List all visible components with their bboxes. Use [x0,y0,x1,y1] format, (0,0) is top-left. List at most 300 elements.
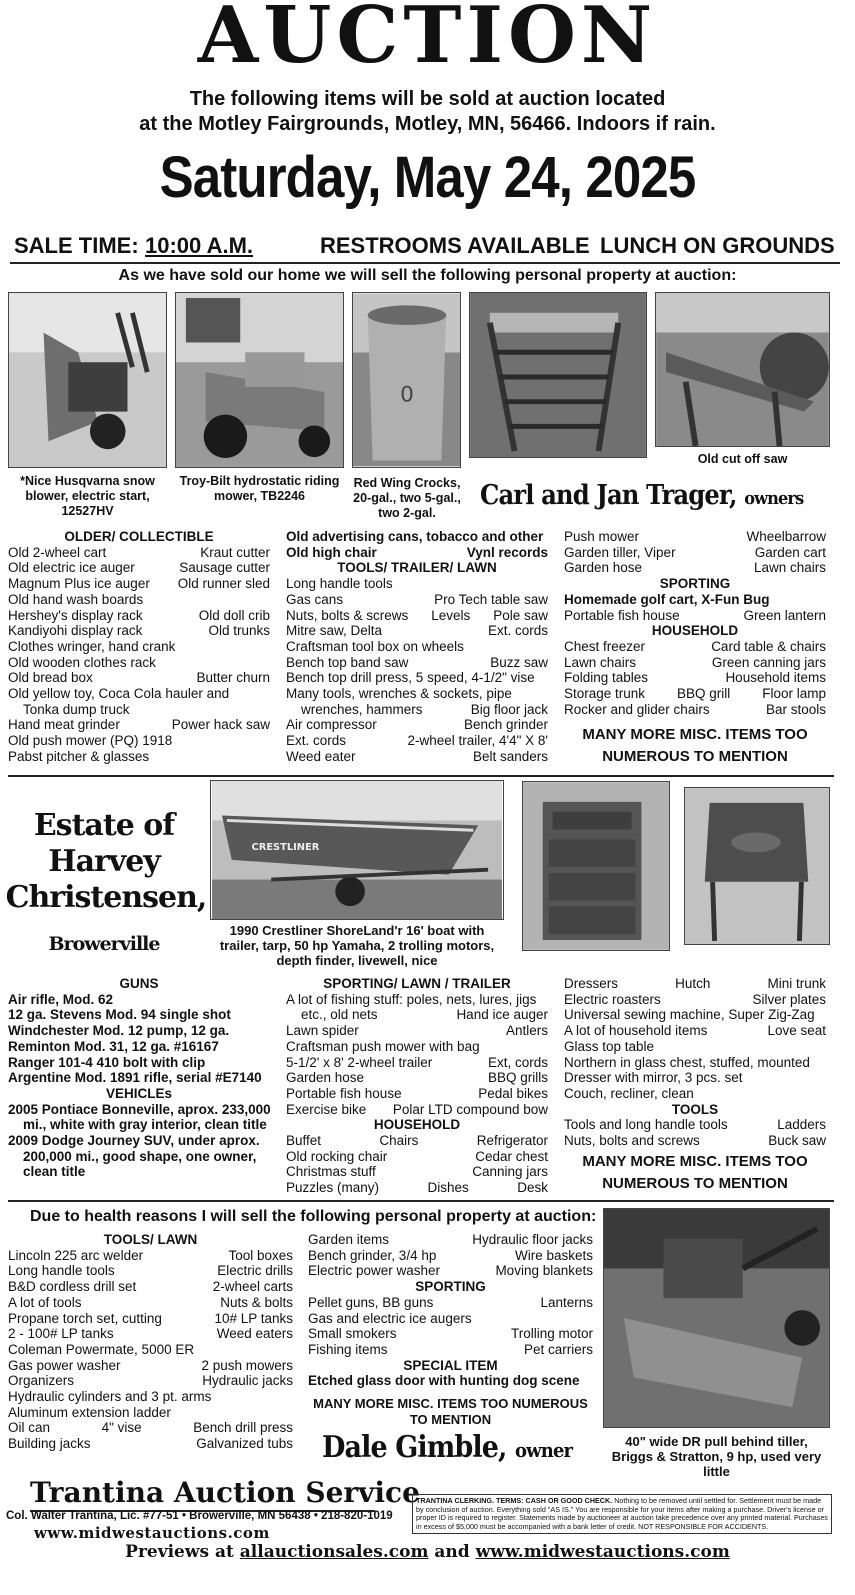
list-item [8,1311,293,1327]
list-heading: OLDER/ COLLECTIBLE [64,529,214,544]
estate-city: Browerville [48,933,160,955]
riding-mower-caption: Troy-Bilt hydrostatic riding mower, TB2246 [179,474,340,503]
list-item-text: Etched glass door with hunting dog scene [308,1373,580,1389]
list-item-text: 4" vise [101,1420,142,1436]
list-item-text: Buffet [286,1133,322,1149]
list-item-text: Magnum Plus ice auger [8,576,150,592]
list-item-text: Levels [431,607,471,623]
list-item-text: Power hack saw [171,717,270,733]
list-item [286,717,548,733]
list-item [8,608,270,624]
list-item-text: Electric roasters [564,991,661,1007]
list-item-text: Dresser with mirror, 3 pcs. set [564,1070,743,1086]
list-item-text: Weed eater [286,748,356,764]
list-item-text: A lot of household items [564,1023,708,1039]
list-item [8,1420,293,1436]
list-item [8,749,270,765]
section3-more-items: MANY MORE MISC. ITEMS TOO NUMEROUS TO MENTION [313,1396,588,1427]
estate-line-2: Harvey [48,844,160,879]
list-item-text: Push mower [564,529,640,544]
list-item-text: Homemade golf cart, X-Fun Bug [564,591,770,607]
boat-brand-text: CRESTLINER [251,842,320,853]
list-item-text: Moving blankets [495,1263,593,1279]
list-item-text: Tonka dump truck [23,701,130,717]
list-item-text: Bench drill press [193,1420,293,1436]
list-item-text: Hershey's display rack [8,607,143,623]
list-heading: TOOLS [671,1101,719,1117]
terms-heading: TRANTINA CLERKING. TERMS: CASH OR GOOD CHECK. [416,1496,613,1505]
list-item [8,1039,270,1055]
list-item-text: Dressers [564,976,619,991]
list-item-text: 10# LP tanks [214,1310,293,1326]
list-item-text: clean title [23,1164,86,1180]
list-item-text: Pedal bikes [478,1085,548,1101]
list-item-text: Galvanized tubs [196,1436,293,1452]
list-item-text: Old runner sled [177,576,270,592]
list-item-text: Nuts & bolts [220,1294,293,1310]
list-heading: HOUSEHOLD [373,1117,461,1133]
boat-photo [210,780,504,920]
list-item-text: Ext. cords [286,733,347,749]
list-item [8,717,270,733]
list-item-text: Tool boxes [228,1247,293,1263]
list-item-text: Card table & chairs [711,638,826,654]
list-item-text: etc., old nets [301,1007,378,1023]
list-item-text: 5-1/2' x 8' 2-wheel trailer [286,1054,433,1070]
list-item-text: Polar LTD compound bow [392,1101,548,1117]
list-item [308,1326,593,1342]
list-item [8,639,270,655]
list-item [8,576,270,592]
list-item-text: Pet carriers [523,1341,593,1357]
list-item-text: Clothes wringer, hand crank [8,638,176,654]
list-item-text: Mini trunk [767,976,826,991]
list-item-text: Gas cans [286,591,344,607]
list-item-text: BBQ grills [487,1070,548,1086]
list-item [564,992,826,1008]
list-item-text: Garden tiller, Viper [564,544,676,560]
list-item [8,592,270,608]
section-divider-1 [8,775,834,777]
sale-time-value: 10:00 A.M. [145,233,254,258]
list-item [286,592,548,608]
list-item-text: Old advertising cans, tobacco and other [286,529,544,544]
list-item [8,1326,293,1342]
list-item [8,545,270,561]
list-item-text: Building jacks [8,1436,91,1452]
list-item-text: Old trunks [208,623,270,639]
list-item [8,733,270,749]
list-item [286,1055,548,1071]
estate-line-1: Estate of [33,808,175,843]
list-item-text: Garden hose [286,1070,365,1086]
list-item-text: Hydraulic floor jacks [472,1232,593,1247]
list-item-text: Hand ice auger [456,1007,548,1023]
list-item [8,623,270,639]
cut-off-saw-photo [655,292,830,447]
list-item-text: 2005 Pontiace Bonneville, aprox. 233,000 [8,1101,271,1117]
list-item-text: Pabst pitcher & glasses [8,748,150,764]
section2-more-items: MANY MORE MISC. ITEMS TOO NUMEROUS TO MENTION [582,1153,808,1192]
list-item [8,1164,270,1180]
list-item-text: Coleman Powermate, 5000 ER [8,1341,195,1357]
list-item-text: Weed eaters [216,1326,293,1342]
list-item [286,1070,548,1086]
list-item [308,1263,593,1279]
list-item [8,992,270,1008]
list-item-text: Green lantern [743,607,826,623]
list-item [286,1149,548,1165]
list-item-text: Love seat [767,1023,826,1039]
tiller-photo [603,1208,830,1428]
list-item-text: Many tools, wrenches & sockets, pipe [286,686,512,702]
list-item-text: Small smokers [308,1326,397,1342]
list-item [286,733,548,749]
older-collectible-list [8,529,270,765]
list-heading: TOOLS/ LAWN [103,1232,198,1247]
list-item [564,702,826,718]
list-item-text: Bench top drill press, 5 speed, 4-1/2" vise [286,670,535,686]
auction-date: Saturday, May 24, 2025 [159,145,696,210]
list-item-text: Trolling motor [510,1326,593,1342]
list-item [564,592,826,608]
list-item-text: 2 - 100# LP tanks [8,1326,114,1342]
list-item-text: Lawn chairs [753,560,826,576]
list-item-text: Glass top table [564,1038,655,1054]
list-item [308,1295,593,1311]
list-item [286,545,548,561]
list-item [286,1007,548,1023]
list-heading: TOOLS/ TRAILER/ LAWN [337,560,497,576]
list-item-text: Long handle tools [8,1263,115,1279]
auctioneer-contact: Col. Walter Trantina, Lic. #77-51 • Browerville, MN 56438 • 218-820-1019 [6,1510,393,1522]
list-item [286,702,548,718]
previews-line: Previews at allauctionsales.com and www.midwestauctions.com [125,1542,730,1562]
list-item [286,608,548,624]
terms-body: Nothing to be removed until settled for. Settlement must be made by conclusion of auction. Everything sold "AS IS." You are responsible for your items after making a purchase. Driver's license or proper ID is required to register. Statements made by auctioneer at auction take precedence over any printed material. Purchases in excess of $5,000 must be accompanied with a bank letter of credit. NOT RESPONSIBLE FOR ACCIDENTS. [416,1496,828,1531]
list-item [564,560,826,576]
list-item-text: Wheelbarrow [746,529,826,544]
section3-sporting-list [308,1232,593,1389]
list-item-text: Old high chair [286,544,377,560]
list-item-text: Silver plates [752,991,826,1007]
section1-intro: As we have sold our home we will sell the following personal property at auction: [118,267,737,284]
sale-time-label: SALE TIME: [14,233,139,258]
list-item-text: Old rocking chair [286,1148,388,1164]
previews-link-2[interactable]: www.midwestauctions.com [475,1542,730,1562]
list-item-text: Hutch [675,976,711,991]
list-item-text: Sausage cutter [179,560,270,576]
list-item [286,1133,548,1149]
list-item [8,1405,293,1421]
list-item-text: Craftsman push mower with bag [286,1038,480,1054]
list-item [8,1133,270,1149]
list-item [286,749,548,765]
list-item-text: Fishing items [308,1341,388,1357]
list-item [8,1248,293,1264]
list-item [8,1055,270,1071]
list-item-text: Desk [517,1180,548,1196]
lunch-note: LUNCH ON GROUNDS [600,233,835,258]
svg-text:0: 0 [400,382,414,408]
list-item-text: Christmas stuff [286,1164,376,1180]
list-item [308,1342,593,1358]
list-item-text: Old hand wash boards [8,591,144,607]
crock-caption: Red Wing Crocks, 20-gal., two 5-gal., two 2-gal. [353,476,461,520]
list-item-text: Antlers [505,1023,548,1039]
desk-photo [684,787,830,945]
list-heading: GUNS [119,976,159,991]
list-item-text: Ext. cords [487,623,548,639]
list-item-text: Gas power washer [8,1357,121,1373]
list-item [8,655,270,671]
list-item [8,1263,293,1279]
list-item-text: Garden items [308,1232,390,1247]
list-item-text: Nuts, bolts and screws [564,1133,700,1149]
list-item-text: Chairs [379,1133,419,1149]
list-item-text: Chest freezer [564,638,646,654]
list-item [564,1070,826,1086]
list-item-text: Couch, recliner, clean [564,1085,694,1101]
list-item [286,529,548,545]
list-item-text: Northern in glass chest, stuffed, mounted [564,1054,810,1070]
list-item [308,1232,593,1248]
list-item-text: Oil can [8,1420,51,1436]
sale-info-row [10,230,840,264]
list-item-text: Buzz saw [490,654,548,670]
list-item-text: Long handle tools [286,576,393,592]
list-item-text: Bench grinder [463,717,548,733]
list-item-text: Lanterns [540,1294,593,1310]
list-item-text: Aluminum extension ladder [8,1404,171,1420]
list-item [286,1023,548,1039]
list-item-text: Dishes [427,1180,469,1196]
list-item [308,1311,593,1327]
owner-name-gimble: Dale Gimble, owner [322,1430,573,1465]
list-item [564,1117,826,1133]
list-item-text: Electric drills [217,1263,293,1279]
list-item [8,560,270,576]
list-item-text: Old doll crib [198,607,270,623]
list-item-text: Bench grinder, 3/4 hp [308,1247,437,1263]
list-item-text: mi., white with gray interior, clean title [23,1117,267,1133]
section1-more-items: MANY MORE MISC. ITEMS TOO NUMEROUS TO MENTION [582,726,808,765]
list-item-text: Windchester Mod. 12 pump, 12 ga. [8,1023,230,1039]
list-item [286,1039,548,1055]
list-item-text: Ladders [777,1117,826,1133]
cut-off-saw-caption: Old cut off saw [697,452,788,466]
list-item [8,1342,293,1358]
ladder-photo [469,292,647,458]
list-item [8,1373,293,1389]
list-item-text: Canning jars [472,1164,548,1180]
list-item [564,529,826,545]
list-item [286,686,548,702]
list-item-text: 2-wheel carts [212,1279,293,1295]
list-item [8,686,270,702]
list-item [564,670,826,686]
list-item-text: Air compressor [286,717,377,733]
list-item-text: Propane torch set, cutting [8,1310,162,1326]
list-item [564,686,826,702]
list-item [8,1295,293,1311]
list-item-text: 2 push mowers [201,1357,293,1373]
previews-link-1[interactable]: allauctionsales.com [239,1542,429,1562]
list-item-text: Floor lamp [762,686,826,702]
list-item [286,1164,548,1180]
list-item-text: Old wooden clothes rack [8,654,156,670]
list-item-text: Rocker and glider chairs [564,701,710,717]
list-item [564,1023,826,1039]
list-item-text: Lawn spider [286,1023,359,1039]
list-item [8,1102,270,1118]
list-item-text: Folding tables [564,670,649,686]
list-item-text: Universal sewing machine, Super Zig-Zag [564,1007,815,1023]
list-item-text: Argentine Mod. 1891 rifle, serial #E7140 [8,1070,262,1086]
list-item-text: 12 ga. Stevens Mod. 94 single shot [8,1007,231,1023]
list-item [8,1023,270,1039]
list-item-text: Gas and electric ice augers [308,1310,472,1326]
list-item-text: Bar stools [765,701,826,717]
company-website[interactable]: www.midwestauctions.com [34,1524,270,1542]
list-item-text: Puzzles (many) [286,1180,380,1196]
list-item-text: Reminton Mod. 31, 12 ga. #16167 [8,1038,219,1054]
list-item [564,1007,826,1023]
list-item-text: Refrigerator [476,1133,548,1149]
sporting-lawn-trailer-list [286,976,548,1196]
list-item-text: Portable fish house [564,607,680,623]
list-item-text: Vynl records [466,544,548,560]
list-item-text: Pole saw [493,607,548,623]
list-item-text: Old push mower (PQ) 1918 [8,733,173,749]
household-tools-list [564,976,826,1149]
list-item-text: Organizers [8,1373,75,1389]
list-item [564,1039,826,1055]
list-item-text: Tools and long handle tools [564,1117,728,1133]
list-item [286,639,548,655]
list-item-text: Portable fish house [286,1085,402,1101]
list-item-text: Electric power washer [308,1263,441,1279]
restrooms-note: RESTROOMS AVAILABLE [320,233,590,258]
list-item-text: Belt sanders [472,748,548,764]
list-item [308,1248,593,1264]
list-item-text: Craftsman tool box on wheels [286,638,464,654]
sporting-household-list [564,529,826,717]
list-item [564,655,826,671]
list-item-text: Old 2-wheel cart [8,544,107,560]
intro-line-2: at the Motley Fairgrounds, Motley, MN, 56466. Indoors if rain. [139,113,716,135]
list-item-text: B&D cordless drill set [8,1279,137,1295]
page-title: AUCTION [197,0,658,81]
section3-intro: Due to health reasons I will sell the following personal property at auction: [30,1208,597,1225]
boat-caption: 1990 Crestliner ShoreLand'r 16' boat with trailer, tarp, 50 hp Yamaha, 2 trolling motors, depth finder, livewell, nice [219,923,495,968]
list-item-text: Garden cart [754,544,826,560]
list-item-text: Nuts, bolts & screws [286,607,409,623]
list-heading: SPORTING [415,1279,486,1295]
list-item [564,545,826,561]
list-item [564,1055,826,1071]
list-item [308,1373,593,1389]
list-item [286,1180,548,1196]
list-item-text: Old bread box [8,670,93,686]
list-item-text: Lincoln 225 arc welder [8,1247,144,1263]
terms-box [412,1494,832,1534]
list-item [564,608,826,624]
list-item [286,1086,548,1102]
riding-mower-photo [175,292,344,468]
list-item-text: Pro Tech table saw [434,591,548,607]
list-item-text: Kandiyohi display rack [8,623,143,639]
company-name: Trantina Auction Service [30,1476,420,1509]
list-item-text: Garden hose [564,560,643,576]
list-item [564,1086,826,1102]
list-item [8,1149,270,1165]
list-item-text: Old electric ice auger [8,560,135,576]
list-item-text: 2-wheel trailer, 4'4" X 8' [407,733,548,749]
list-item [564,976,826,992]
list-item-text: Ext, cords [487,1054,548,1070]
intro-line-1: The following items will be sold at auction located [189,88,666,110]
list-item-text: Storage trunk [564,686,646,702]
list-item [286,992,548,1008]
list-item [286,670,548,686]
list-item-text: Green canning jars [711,654,826,670]
dresser-photo [522,781,670,951]
list-item [8,670,270,686]
list-item [8,1389,293,1405]
list-item [8,1117,270,1133]
list-item [286,623,548,639]
list-item [8,1070,270,1086]
snowblower-caption: *Nice Husqvarna snow blower, electric start, 12527HV [20,474,155,518]
list-item-text: 200,000 mi., good shape, one owner, [23,1148,257,1164]
list-heading: SPORTING/ LAWN / TRAILER [323,976,511,991]
list-item [564,639,826,655]
list-item-text: Wire baskets [514,1247,593,1263]
list-item [286,655,548,671]
list-item-text: Hydraulic cylinders and 3 pt. arms [8,1389,212,1405]
list-heading: HOUSEHOLD [651,623,739,639]
list-item-text: Hydraulic jacks [202,1373,293,1389]
list-item-text: Ranger 101-4 410 bolt with clip [8,1054,206,1070]
tools-lawn-list [8,1232,293,1452]
list-item [286,1102,548,1118]
list-item [8,1436,293,1452]
snowblower-photo [8,292,167,468]
estate-line-3: Christensen, [5,880,207,915]
list-item-text: 2009 Dodge Journey SUV, under aprox. [8,1133,260,1149]
list-item-text: Old yellow toy, Coca Cola hauler and [8,686,230,702]
list-item-text: Kraut cutter [200,544,270,560]
list-item-text: wrenches, hammers [301,701,423,717]
list-item [286,576,548,592]
list-heading: SPECIAL ITEM [403,1357,498,1373]
list-item-text: Mitre saw, Delta [286,623,383,639]
list-item-text: Hand meat grinder [8,717,120,733]
list-item-text: Buck saw [768,1133,826,1149]
list-item [564,1133,826,1149]
list-item-text: A lot of tools [8,1294,82,1310]
list-item [8,1358,293,1374]
guns-vehicles-list [8,976,270,1180]
list-item-text: Bench top band saw [286,654,409,670]
list-item [8,702,270,718]
list-item-text: A lot of fishing stuff: poles, nets, lures, jigs [286,991,537,1007]
list-item-text: Pellet guns, BB guns [308,1294,434,1310]
tools-trailer-lawn-list [286,529,548,765]
list-item-text: Household items [725,670,826,686]
list-item-text: Exercise bike [286,1101,367,1117]
